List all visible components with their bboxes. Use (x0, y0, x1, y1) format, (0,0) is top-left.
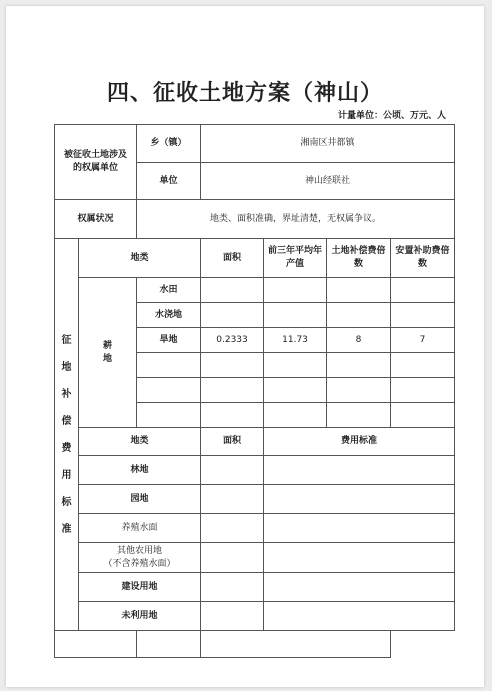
empty-cell (201, 403, 264, 428)
farmland-type: 水田 (137, 278, 201, 303)
empty-cell (137, 353, 201, 378)
empty-cell (137, 403, 201, 428)
other-land-type-line: 其他农用地 (117, 545, 163, 556)
unit-note: 计量单位：公顷、万元、人 (337, 111, 446, 121)
other-land-type: 林地 (79, 456, 201, 485)
section-char: 偿 (61, 415, 72, 427)
empty-cell (201, 631, 391, 658)
empty-cell (327, 403, 391, 428)
ownership-label: 权属状况 (55, 200, 137, 239)
farmland-area (201, 278, 264, 303)
empty-cell (201, 378, 264, 403)
col-header-land-multiple: 土地补偿费倍数 (327, 239, 391, 278)
section-char: 准 (61, 523, 72, 535)
other-land-area (201, 485, 264, 514)
other-land-standard (264, 602, 455, 631)
empty-cell (264, 353, 327, 378)
section-char: 用 (61, 469, 72, 481)
involved-unit-label: 被征收土地涉及的权属单位 (55, 125, 137, 200)
empty-cell (391, 378, 455, 403)
other-land-area (201, 456, 264, 485)
empty-cell (55, 631, 137, 658)
other-land-standard (264, 514, 455, 543)
section-char: 征 (61, 334, 72, 346)
other-land-type: 未利用地 (79, 602, 201, 631)
other-land-area (201, 573, 264, 602)
farmland-resettle-multiple (391, 303, 455, 328)
empty-cell (264, 378, 327, 403)
farmland-type: 旱地 (137, 328, 201, 353)
other-col-header-area: 面积 (201, 428, 264, 456)
other-land-type: 园地 (79, 485, 201, 514)
section-char: 费 (61, 442, 72, 454)
other-land-type-line: （不含养殖水面） (103, 558, 176, 569)
other-land-type: 养殖水面 (79, 514, 201, 543)
empty-cell (137, 631, 201, 658)
col-header-resettle-multiple: 安置补助费倍数 (391, 239, 455, 278)
section-char: 地 (61, 361, 72, 373)
compensation-section-label (55, 239, 79, 631)
ownership-value: 地类、面积准确，界址清楚，无权属争议。 (137, 200, 455, 239)
other-col-header-land-type: 地类 (79, 428, 201, 456)
empty-cell (137, 378, 201, 403)
farmland-resettle-multiple: 7 (391, 328, 455, 353)
other-land-area (201, 543, 264, 573)
township-value: 湘南区井都镇 (201, 125, 455, 163)
farmland-area (201, 303, 264, 328)
farmland-land-multiple: 8 (327, 328, 391, 353)
page-title: 四、征收土地方案（神山） (106, 80, 383, 106)
farmland-char: 地 (102, 353, 112, 364)
empty-cell (264, 403, 327, 428)
unit-value: 神山经联社 (201, 163, 455, 200)
empty-cell (201, 353, 264, 378)
farmland-resettle-multiple (391, 278, 455, 303)
other-land-standard (264, 485, 455, 514)
other-col-header-standard: 费用标准 (264, 428, 455, 456)
other-land-type: 建设用地 (79, 573, 201, 602)
document-page (6, 6, 484, 687)
other-land-standard (264, 543, 455, 573)
col-header-area: 面积 (201, 239, 264, 278)
township-label: 乡（镇） (137, 125, 201, 163)
farmland-avg-output: 11.73 (264, 328, 327, 353)
farmland-avg-output (264, 278, 327, 303)
other-land-standard (264, 456, 455, 485)
land-acquisition-table (54, 124, 455, 658)
farmland-land-multiple (327, 303, 391, 328)
other-land-area (201, 514, 264, 543)
farmland-land-multiple (327, 278, 391, 303)
farmland-type: 水浇地 (137, 303, 201, 328)
other-land-type (79, 543, 201, 573)
col-header-land-type: 地类 (79, 239, 201, 278)
other-land-standard (264, 573, 455, 602)
other-land-area (201, 602, 264, 631)
section-char: 补 (61, 388, 72, 400)
empty-cell (327, 378, 391, 403)
empty-cell (327, 353, 391, 378)
unit-label: 单位 (137, 163, 201, 200)
section-char: 标 (61, 496, 72, 508)
empty-cell (391, 353, 455, 378)
empty-cell (391, 403, 455, 428)
farmland-char: 耕 (102, 340, 112, 351)
col-header-avg-output: 前三年平均年产值 (264, 239, 327, 278)
farmland-label (79, 278, 137, 428)
farmland-avg-output (264, 303, 327, 328)
farmland-area: 0.2333 (201, 328, 264, 353)
